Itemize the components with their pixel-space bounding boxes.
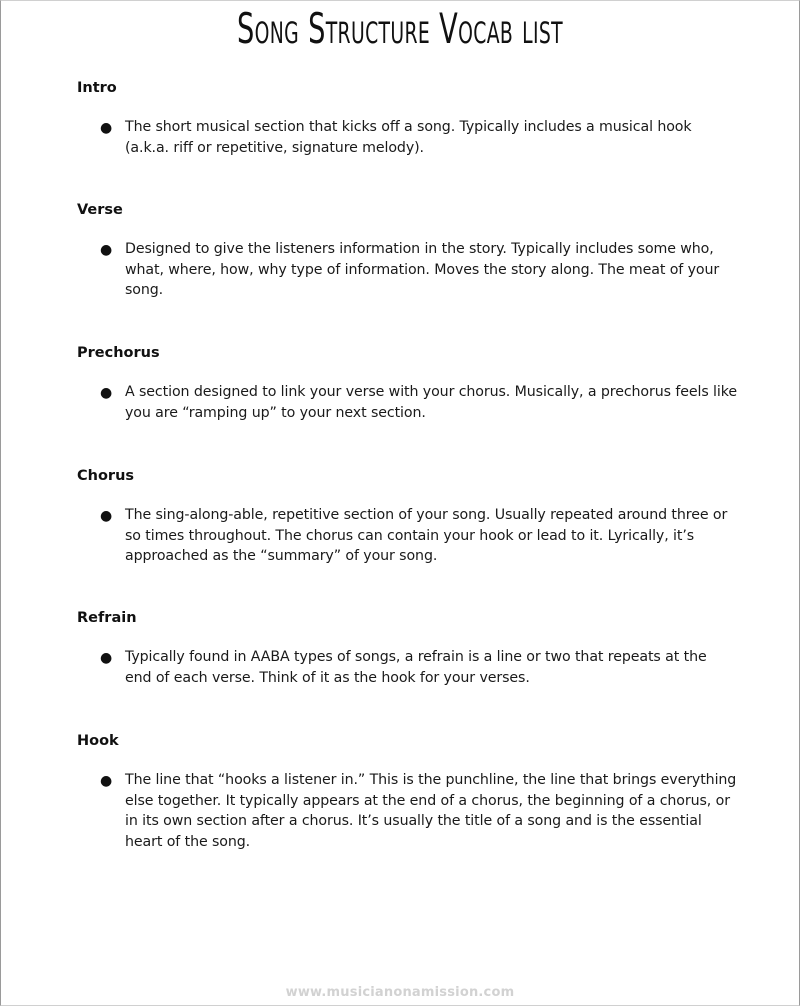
- section-prechorus: [77, 345, 737, 423]
- definition-verse: Designed to give the listeners information in the story. Typically includes some who, what, where, how, why type of information. Moves the story along. The meat of your song.: [125, 241, 720, 298]
- bullet-icon: ●: [100, 120, 113, 136]
- list-item: [77, 770, 737, 852]
- definition-prechorus: A section designed to link your verse with your chorus. Musically, a prechorus feels like you are “ramping up” to your next section.: [125, 384, 737, 421]
- list-item: [77, 117, 737, 158]
- bullet-icon: ●: [100, 385, 113, 401]
- section-intro: [77, 80, 737, 158]
- bullet-icon: ●: [100, 773, 113, 789]
- list-item: [77, 239, 737, 301]
- section-hook: [77, 733, 737, 852]
- footer-website: www.musicianonamission.com: [285, 985, 515, 1000]
- definition-chorus: The sing-along-able, repetitive section of your song. Usually repeated around three or so times throughout. The chorus can contain your hook or lead to it. Lyrically, it’s approached as the “summary” of your song.: [125, 507, 728, 564]
- definition-intro: The short musical section that kicks off a song. Typically includes a musical hook (a.k.a. riff or repetitive, signature melody).: [125, 119, 692, 156]
- list-item: [77, 382, 737, 423]
- section-refrain: [77, 610, 737, 688]
- list-item: [77, 647, 737, 688]
- bullet-icon: ●: [100, 508, 113, 524]
- term-chorus: Chorus: [77, 468, 135, 484]
- term-refrain: Refrain: [77, 610, 137, 626]
- page-title: Song Structure Vocab list: [236, 4, 564, 53]
- definition-refrain: Typically found in AABA types of songs, a refrain is a line or two that repeats at the end of each verse. Think of it as the hook for your verses.: [125, 649, 707, 686]
- section-verse: [77, 202, 737, 301]
- bullet-icon: ●: [100, 242, 113, 258]
- list-item: [77, 505, 737, 567]
- term-hook: Hook: [77, 733, 119, 749]
- bullet-icon: ●: [100, 650, 113, 666]
- term-verse: Verse: [77, 202, 123, 218]
- definition-hook: The line that “hooks a listener in.” This is the punchline, the line that brings everything else together. It typically appears at the end of a chorus, the beginning of a chorus, or in its own section after a chorus. It’s usually the title of a song and is the essential heart of the song.: [125, 772, 737, 850]
- section-chorus: [77, 468, 737, 567]
- term-prechorus: Prechorus: [77, 345, 160, 361]
- term-intro: Intro: [77, 80, 117, 96]
